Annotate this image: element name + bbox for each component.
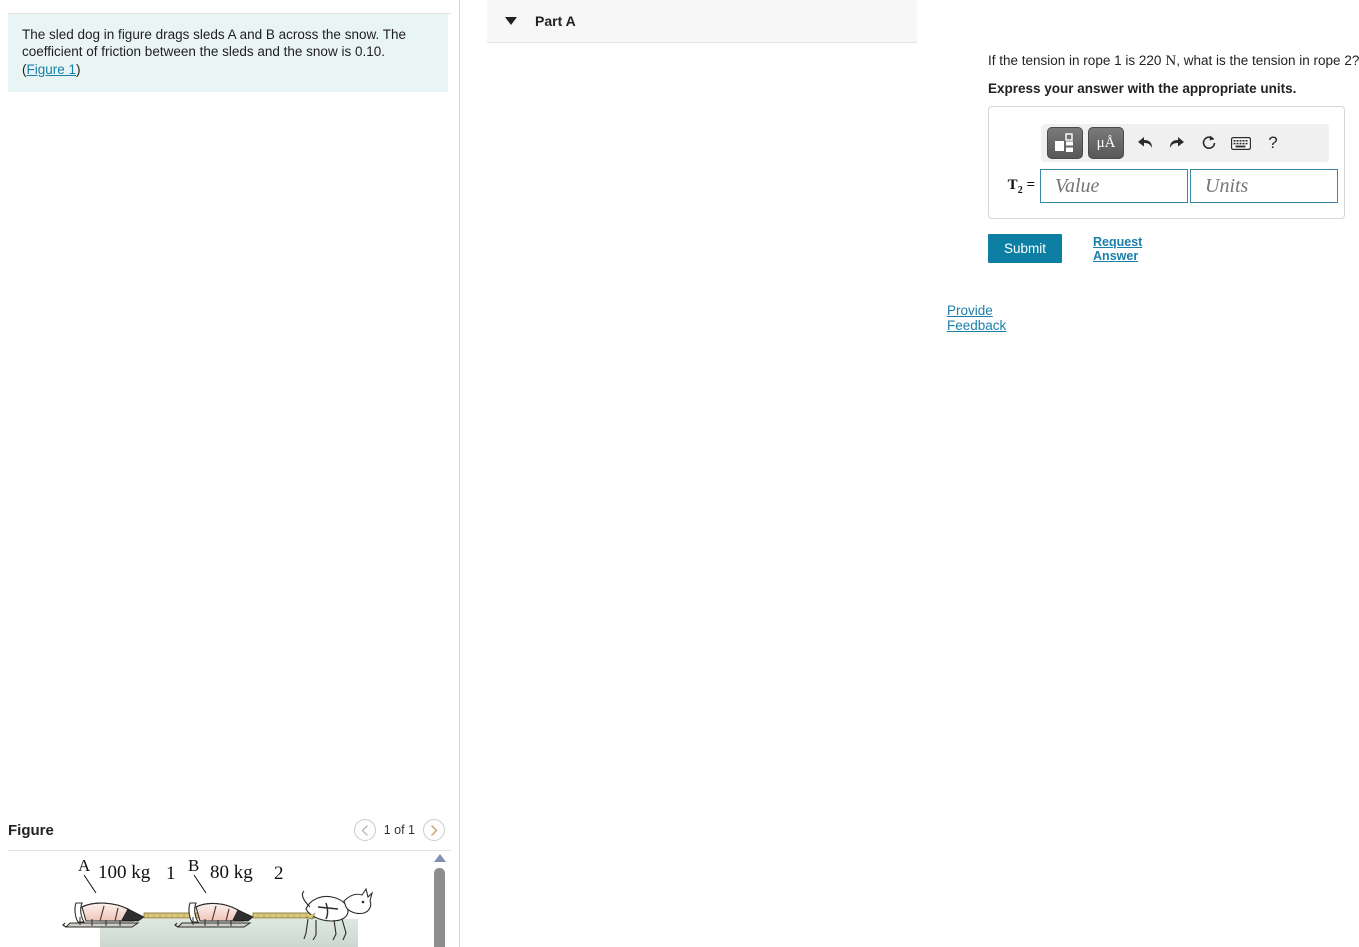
figure-reference bbox=[22, 61, 434, 78]
answer-symbol-subscript: 2 bbox=[1017, 184, 1023, 196]
figure-label-b: B bbox=[188, 856, 200, 875]
submit-button[interactable]: Submit bbox=[988, 234, 1062, 263]
chevron-right-icon bbox=[431, 825, 438, 836]
value-input[interactable] bbox=[1040, 169, 1188, 203]
figure-label-a: A bbox=[78, 856, 91, 875]
part-a-header[interactable] bbox=[487, 0, 917, 43]
figure-panel-title: Figure bbox=[8, 821, 54, 839]
request-answer-link[interactable]: Request Answer bbox=[1093, 234, 1143, 263]
question-area bbox=[988, 52, 1358, 96]
figure-mass-b: 80 kg bbox=[210, 862, 253, 883]
scrollbar-thumb[interactable] bbox=[434, 868, 445, 947]
units-button-label: μÅ bbox=[1096, 134, 1116, 151]
units-input[interactable] bbox=[1190, 169, 1338, 203]
template-icon bbox=[1054, 133, 1076, 153]
problem-statement-callout bbox=[8, 14, 448, 92]
figure-1-link[interactable]: Figure 1 bbox=[26, 62, 77, 77]
help-button-label: ? bbox=[1268, 133, 1278, 152]
keyboard-icon bbox=[1231, 137, 1251, 150]
undo-button[interactable] bbox=[1129, 128, 1161, 158]
figure-panel-header bbox=[0, 810, 459, 850]
scroll-up-arrow-icon[interactable] bbox=[434, 854, 446, 862]
right-pane bbox=[460, 0, 1359, 947]
left-pane bbox=[0, 0, 460, 947]
answer-toolbar bbox=[1041, 124, 1329, 162]
undo-icon bbox=[1136, 135, 1154, 151]
figure-next-button[interactable] bbox=[423, 819, 445, 841]
figure-ref-open-paren: ( bbox=[22, 62, 27, 77]
caret-down-icon[interactable] bbox=[505, 17, 517, 25]
redo-icon bbox=[1168, 135, 1186, 151]
answer-actions bbox=[988, 234, 1142, 263]
redo-button[interactable] bbox=[1161, 128, 1193, 158]
answer-symbol-equals: = bbox=[1022, 176, 1035, 193]
question-unit: N bbox=[1165, 53, 1177, 69]
figure-viewport bbox=[0, 851, 459, 947]
figure-mass-a: 100 kg bbox=[98, 862, 151, 883]
answer-entry-widget bbox=[988, 106, 1345, 219]
figure-counter: 1 of 1 bbox=[383, 823, 415, 837]
figure-scrollbar[interactable] bbox=[433, 851, 447, 947]
provide-feedback-link[interactable]: Provide Feedback bbox=[947, 303, 1007, 333]
keyboard-button[interactable] bbox=[1225, 128, 1257, 158]
reset-button[interactable] bbox=[1193, 128, 1225, 158]
figure-navigation bbox=[354, 819, 445, 841]
sled-dog-figure-image bbox=[60, 851, 380, 947]
problem-statement-text: The sled dog in figure drags sleds A and B across the snow. The coefficient of friction between the sleds and the snow is 0.10. bbox=[22, 27, 406, 59]
reset-icon bbox=[1200, 134, 1218, 152]
help-button[interactable] bbox=[1257, 128, 1289, 158]
figure-rope-2-label: 2 bbox=[274, 863, 284, 884]
figure-rope-1-label: 1 bbox=[166, 863, 176, 884]
figure-prev-button[interactable] bbox=[354, 819, 376, 841]
question-suffix: , what is the tension in rope 2? bbox=[1176, 53, 1359, 68]
question-prefix: If the tension in rope 1 is 220 bbox=[988, 53, 1162, 68]
rope-2-graphic bbox=[253, 913, 315, 918]
template-button[interactable] bbox=[1047, 127, 1083, 159]
question-text bbox=[988, 52, 1358, 70]
sled-a-graphic bbox=[63, 903, 144, 927]
answer-input-row bbox=[1001, 169, 1338, 203]
units-button[interactable] bbox=[1088, 127, 1124, 159]
answer-symbol-label bbox=[1001, 177, 1040, 196]
answer-instruction: Express your answer with the appropriate units. bbox=[988, 81, 1297, 96]
figure-ref-close-paren: ) bbox=[76, 62, 81, 77]
chevron-left-icon bbox=[361, 825, 368, 836]
answer-symbol-base: T bbox=[1007, 176, 1018, 193]
figure-panel bbox=[0, 810, 459, 947]
part-a-title: Part A bbox=[535, 13, 576, 29]
